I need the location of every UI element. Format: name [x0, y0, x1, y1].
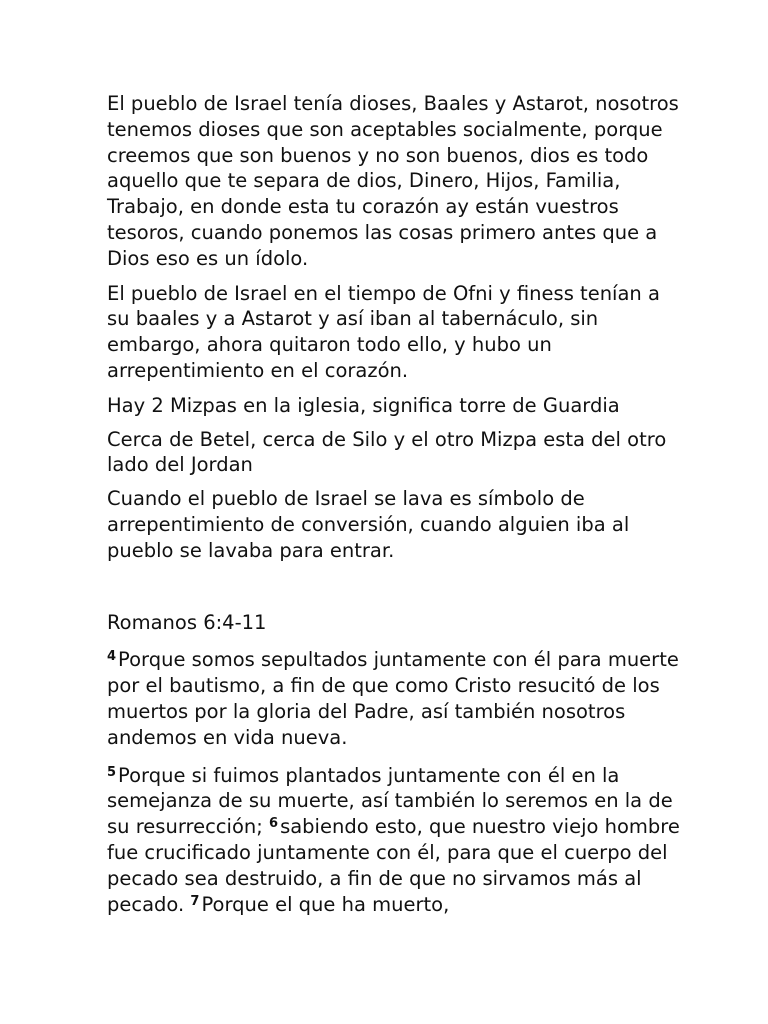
- verse-text: Porque somos sepultados juntamente con él para muerte por el bautismo, a fin de que como Cristo resucitó de los muertos por la gloria del Padre, así también nosotros andemos en vida nueva.: [107, 648, 679, 749]
- verse-block-4: [107, 647, 687, 750]
- scripture-reference: Romanos 6:4-11: [107, 610, 267, 634]
- verse-number: 6: [269, 816, 279, 832]
- paragraph-idols: El pueblo de Israel tenía dioses, Baales y Astarot, nosotros tenemos dioses que son aceptables socialmente, porque creemos que son buenos y no son buenos, dios es todo aquello que te separa de dios, Dinero, Hijos, Familia, Trabajo, en donde esta tu corazón ay están vuestros tesoros, cuando ponemos las cosas primero antes que a Dios eso es un ídolo.: [107, 92, 679, 270]
- document-page: [107, 91, 687, 917]
- verse-number: 7: [190, 893, 200, 909]
- paragraph-lavado: Cuando el pueblo de Israel se lava es símbolo de arrepentimiento de conversión, cuando alguien iba al pueblo se lavaba para entrar.: [107, 487, 630, 562]
- verse-number: 4: [107, 649, 117, 665]
- paragraph-mizpas: Hay 2 Mizpas en la iglesia, significa torre de Guardia: [107, 393, 620, 417]
- verse-number: 5: [107, 764, 117, 780]
- paragraph-ofni-finees: El pueblo de Israel en el tiempo de Ofni y finess tenían a su baales y a Astarot y así iban al tabernáculo, sin embargo, ahora quitaron todo ello, y hubo un arrepentimiento en el corazón.: [107, 281, 660, 382]
- verse-text: sabiendo esto, que nuestro viejo hombre fue crucificado juntamente con él, para que el cuerpo del pecado sea destruido, a fin de que no sirvamos más al pecado.: [107, 815, 680, 916]
- verse-text: Porque el que ha muerto,: [201, 892, 450, 916]
- paragraph-betel-silo: Cerca de Betel, cerca de Silo y el otro Mizpa esta del otro lado del Jordan: [107, 427, 667, 477]
- verse-text: Porque si fuimos plantados juntamente con él en la semejanza de su muerte, así también lo seremos en la de su resurrección;: [107, 763, 673, 839]
- verse-block-5-7: [107, 763, 687, 918]
